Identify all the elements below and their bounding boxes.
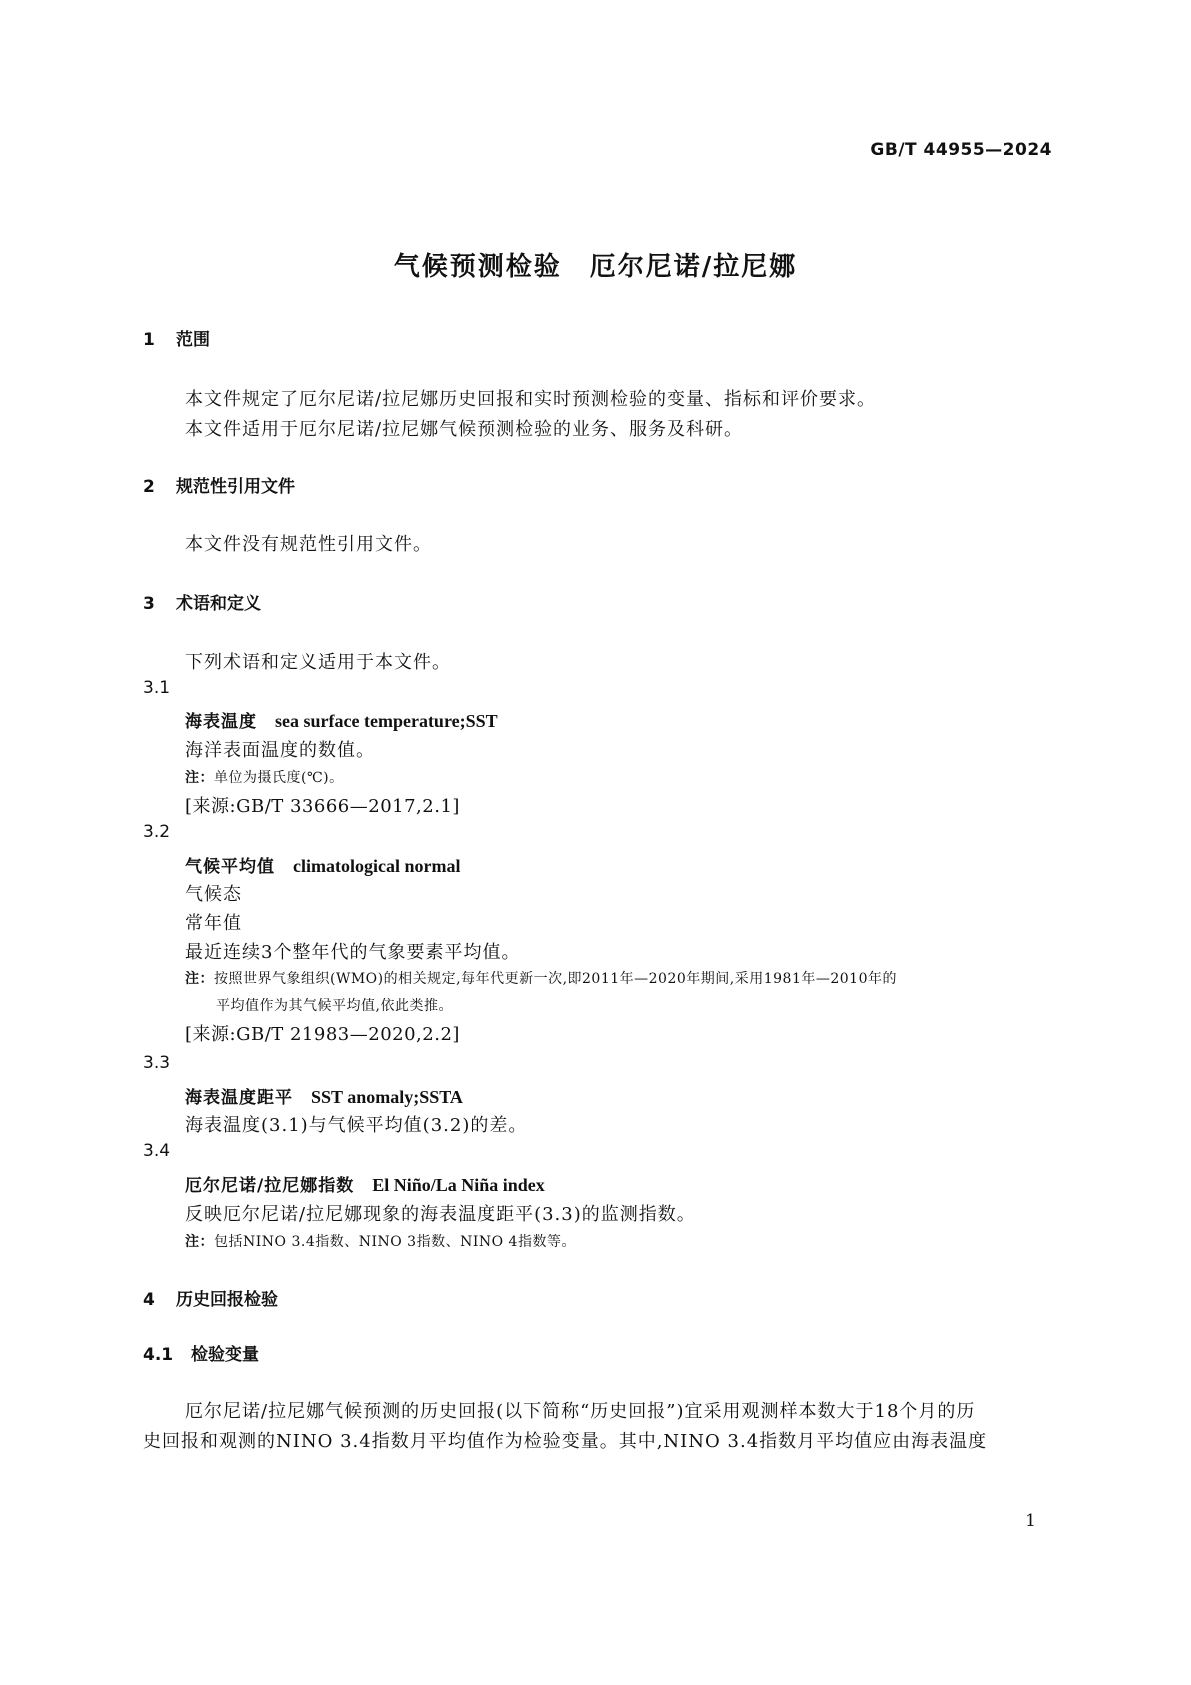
paragraph: 本文件规定了厄尔尼诺/拉尼娜历史回报和实时预测检验的变量、指标和评价要求。 — [185, 389, 877, 410]
section-number: 4 — [143, 1290, 155, 1310]
term-definition: 反映厄尔尼诺/拉尼娜现象的海表温度距平(3.3)的监测指数。 — [185, 1204, 696, 1225]
term-note-continuation: 平均值作为其气候平均值,依此类推。 — [216, 998, 453, 1014]
term-definition: 最近连续3个整年代的气象要素平均值。 — [185, 942, 521, 963]
term-note — [185, 767, 344, 787]
document-number: GB/T 44955—2024 — [870, 140, 1052, 160]
term-heading — [185, 1083, 463, 1108]
term-en: sea surface temperature;SST — [275, 711, 498, 731]
note-label: 注： — [185, 1234, 214, 1250]
section-heading-scope — [143, 325, 210, 350]
term-number: 3.3 — [143, 1053, 171, 1073]
term-heading — [185, 852, 460, 877]
term-definition: 海表温度(3.1)与气候平均值(3.2)的差。 — [185, 1115, 528, 1136]
term-cn: 海表温度 — [185, 712, 257, 732]
term-note — [185, 968, 897, 988]
subsection-title: 检验变量 — [191, 1345, 259, 1365]
term-admitted-2: 常年值 — [185, 913, 242, 934]
term-cn: 气候平均值 — [185, 857, 275, 877]
paragraph: 下列术语和定义适用于本文件。 — [185, 652, 451, 673]
paragraph-continuation: 史回报和观测的NINO 3.4指数月平均值作为检验变量。其中,NINO 3.4指数月平均值应由海表温度 — [143, 1431, 988, 1452]
term-number: 3.4 — [143, 1141, 171, 1161]
note-text: 单位为摄氏度(℃)。 — [214, 770, 344, 786]
term-en: climatological normal — [293, 856, 461, 876]
term-heading — [185, 707, 498, 732]
term-heading — [185, 1171, 545, 1196]
term-cn: 海表温度距平 — [185, 1088, 293, 1108]
note-text: 按照世界气象组织(WMO)的相关规定,每年代更新一次,即2011年—2020年期间,采用1981年—2010年的 — [214, 971, 897, 987]
term-admitted-1: 气候态 — [185, 884, 242, 905]
term-number: 3.2 — [143, 822, 171, 842]
paragraph: 本文件没有规范性引用文件。 — [185, 534, 432, 555]
section-title: 规范性引用文件 — [176, 477, 295, 497]
note-label: 注： — [185, 971, 214, 987]
section-title: 范围 — [176, 330, 210, 350]
section-heading-normative-references — [143, 472, 295, 497]
term-en: SST anomaly;SSTA — [311, 1087, 463, 1107]
section-heading-historical-hindcast — [143, 1285, 278, 1310]
term-source: [来源:GB/T 33666—2017,2.1] — [185, 796, 460, 817]
section-number: 2 — [143, 477, 155, 497]
section-title: 术语和定义 — [176, 594, 261, 614]
section-title: 历史回报检验 — [176, 1290, 278, 1310]
note-text: 包括NINO 3.4指数、NINO 3指数、NINO 4指数等。 — [214, 1234, 576, 1250]
subsection-heading-variables — [143, 1340, 259, 1365]
subsection-number: 4.1 — [143, 1345, 174, 1365]
term-definition: 海洋表面温度的数值。 — [185, 740, 375, 761]
paragraph: 厄尔尼诺/拉尼娜气候预测的历史回报(以下简称“历史回报”)宜采用观测样本数大于18个月的历 — [185, 1401, 976, 1422]
term-number: 3.1 — [143, 678, 171, 698]
page-title: 气候预测检验 厄尔尼诺/拉尼娜 — [393, 252, 798, 282]
term-en: El Niño/La Niña index — [372, 1175, 545, 1195]
paragraph: 本文件适用于厄尔尼诺/拉尼娜气候预测检验的业务、服务及科研。 — [185, 419, 744, 440]
section-number: 1 — [143, 330, 155, 350]
section-number: 3 — [143, 594, 155, 614]
term-source: [来源:GB/T 21983—2020,2.2] — [185, 1024, 460, 1045]
page-number: 1 — [1025, 1511, 1036, 1531]
note-label: 注： — [185, 770, 214, 786]
term-note — [185, 1231, 576, 1251]
term-cn: 厄尔尼诺/拉尼娜指数 — [185, 1176, 355, 1196]
section-heading-terms — [143, 589, 261, 614]
